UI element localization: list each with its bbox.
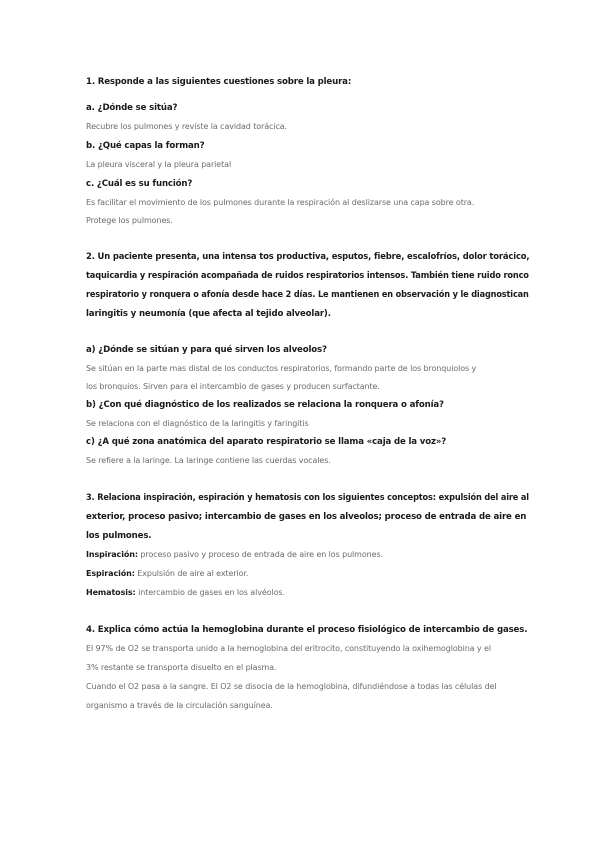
q3-text-line-1: 3. Relaciona inspiración, espiración y hematosis con los siguientes conceptos: expulsión del aire al xyxy=(86,493,529,503)
q1-c-answer-line-1: Es facilitar el movimiento de los pulmones durante la respiración al deslizarse una capa sobre otra. xyxy=(86,198,475,207)
q1-c-answer-line-2: Protege los pulmones. xyxy=(86,216,173,225)
q2-text-line-1: 2. Un paciente presenta, una intensa tos productiva, esputos, fiebre, escalofríos, dolor torácico, xyxy=(86,252,530,262)
q1-a-question: a. ¿Dónde se sitúa? xyxy=(86,103,178,113)
q2-text-line-4: laringitis y neumonía (que afecta al tejido alveolar). xyxy=(86,309,331,319)
q3-espiracion-label: Espiración: xyxy=(86,569,135,578)
q2-b-answer: Se relaciona con el diagnóstico de la laringitis y faringitis xyxy=(86,419,309,428)
q1-c-question: c. ¿Cuál es su función? xyxy=(86,179,193,189)
q2-a-answer-line-2: los bronquios. Sirven para el intercambio de gases y producen surfactante. xyxy=(86,382,380,391)
q4-answer-line-1: El 97% de O2 se transporta unido a la hemoglobina del eritrocito, constituyendo la oxihemoglobina y el xyxy=(86,644,491,653)
q1-b-answer: La pleura visceral y la pleura parietal xyxy=(86,160,232,169)
q1-a-answer: Recubre los pulmones y reviste la cavidad torácica. xyxy=(86,122,287,131)
q1-b-question: b. ¿Qué capas la forman? xyxy=(86,141,205,151)
q2-c-answer: Se refiere a la laringe. La laringe contiene las cuerdas vocales. xyxy=(86,456,331,465)
q3-espiracion-row xyxy=(86,569,248,578)
q2-a-answer-line-1: Se sitúan en la parte mas distal de los conductos respiratorios, formando parte de los bronquiolos y xyxy=(86,364,477,373)
q3-inspiracion-row xyxy=(86,550,383,559)
q3-hematosis-row xyxy=(86,588,285,597)
q3-espiracion-text: Expulsión de aire al exterior. xyxy=(134,569,249,578)
q2-text-line-2: taquicardia y respiración acompañada de ruidos respiratorios intensos. También tiene ruido ronco xyxy=(86,271,529,281)
q4-answer-line-2: 3% restante se transporta disuelto en el plasma. xyxy=(86,663,277,672)
q4-heading: 4. Explica cómo actúa la hemoglobina durante el proceso fisiológico de intercambio de gases. xyxy=(86,625,528,635)
q3-hematosis-label: Hematosis: xyxy=(86,588,136,597)
q3-hematosis-text: intercambio de gases en los alvéolos. xyxy=(135,588,285,597)
q3-inspiracion-text: proceso pasivo y proceso de entrada de aire en los pulmones. xyxy=(137,550,383,559)
q2-c-question: c) ¿A qué zona anatómica del aparato respiratorio se llama «caja de la voz»? xyxy=(86,437,447,447)
q3-text-line-2: exterior, proceso pasivo; intercambio de gases en los alveolos; proceso de entrada de aire en xyxy=(86,512,527,522)
q2-text-line-3: respiratorio y ronquera o afonía desde hace 2 días. Le mantienen en observación y le diagnostican xyxy=(86,290,529,300)
q1-heading: 1. Responde a las siguientes cuestiones sobre la pleura: xyxy=(86,77,352,87)
q2-a-question: a) ¿Dónde se sitúan y para qué sirven los alveolos? xyxy=(86,345,327,355)
q4-answer-line-3: Cuando el O2 pasa a la sangre. El O2 se disocia de la hemoglobina, difundiéndose a todas las células del xyxy=(86,682,497,691)
q3-inspiracion-label: Inspiración: xyxy=(86,550,138,559)
q2-b-question: b) ¿Con qué diagnóstico de los realizados se relaciona la ronquera o afonía? xyxy=(86,400,444,410)
q4-answer-line-4: organismo a través de la circulación sanguínea. xyxy=(86,701,273,710)
q3-text-line-3: los pulmones. xyxy=(86,531,152,541)
